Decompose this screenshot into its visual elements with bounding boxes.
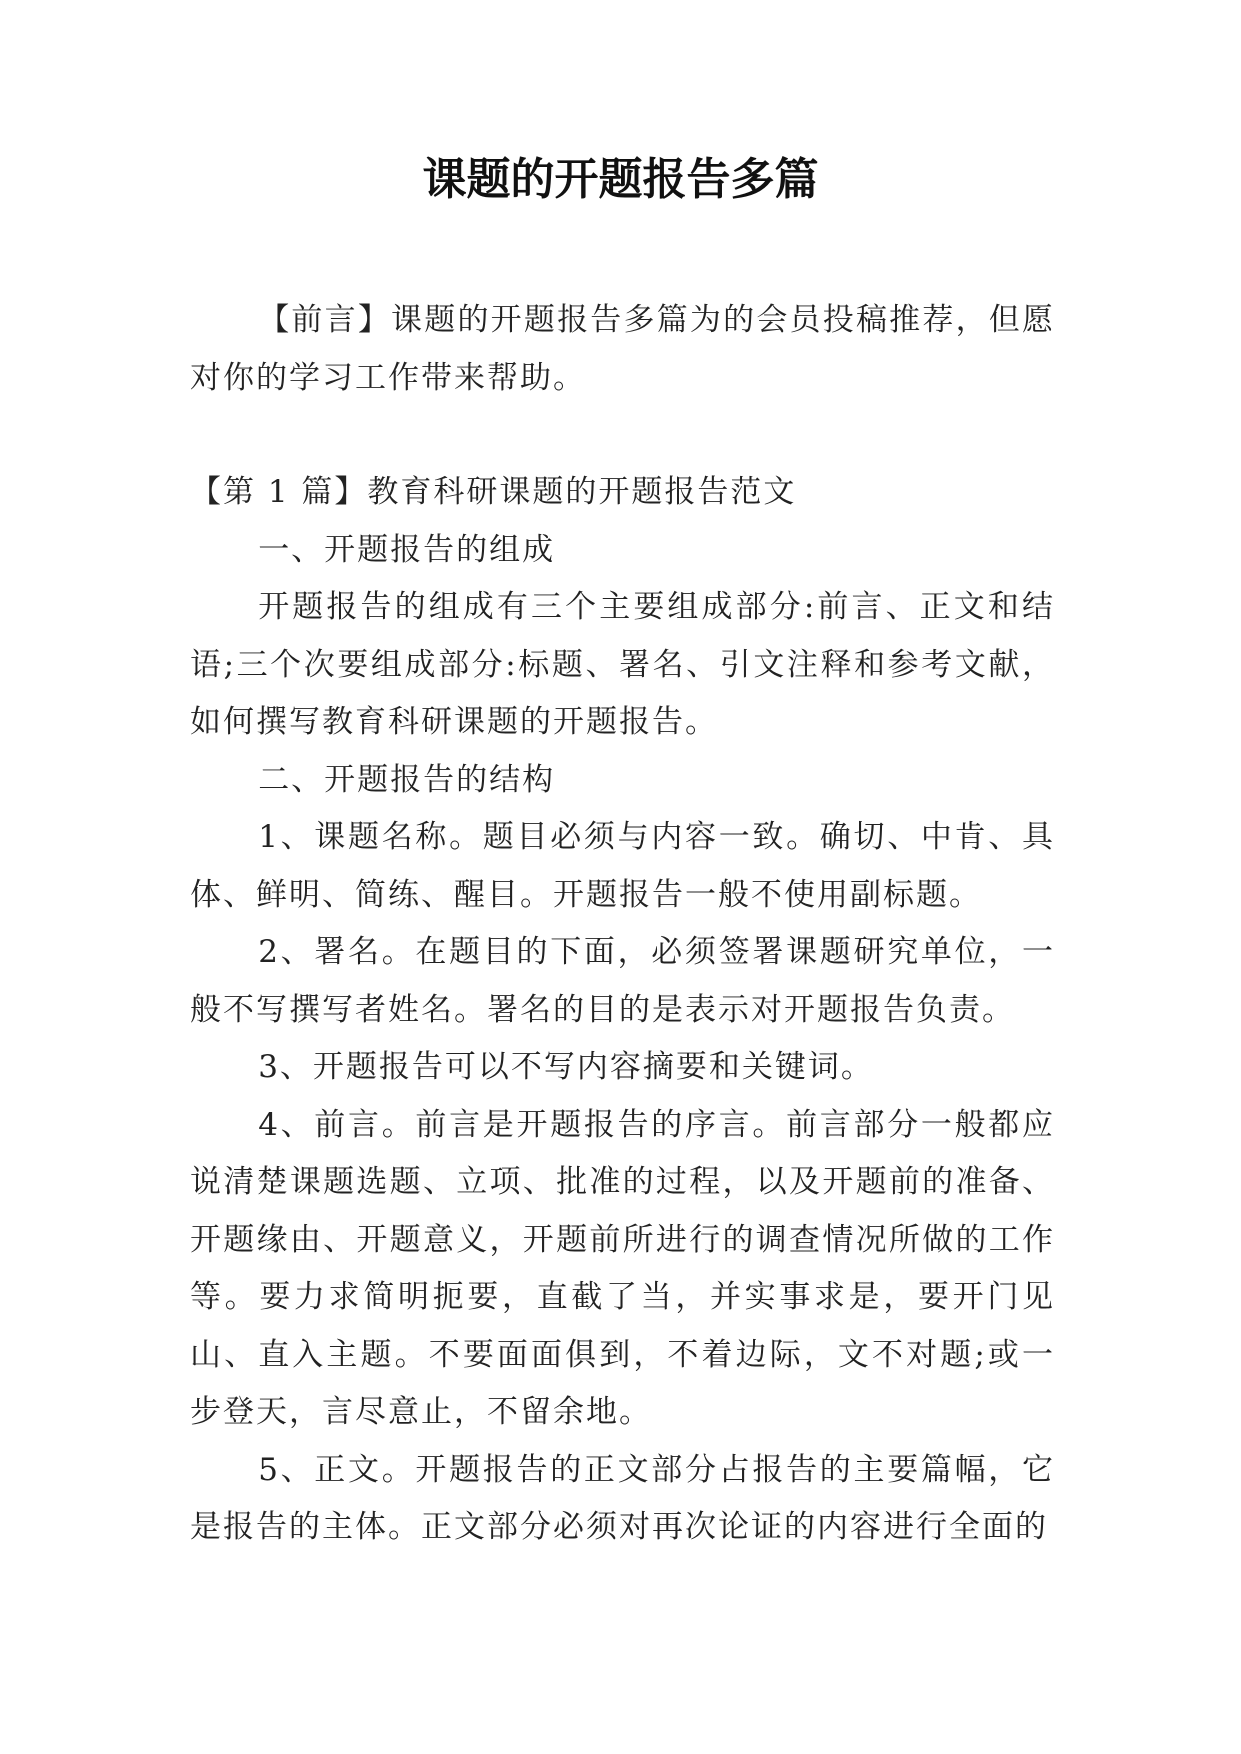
body-paragraph: 4、前言。前言是开题报告的序言。前言部分一般都应说清楚课题选题、立项、批准的过程，以及开题前的准备、开题缘由、开题意义，开题前所进行的调查情况所做的工作等。要力求简明扼要，直截了当，并实事求是，要开门见山、直入主题。不要面面俱到，不着边际，文不对题;或一步登天，言尽意止，不留余地。 bbox=[190, 1106, 1055, 1430]
subheading-structure: 二、开题报告的结构 bbox=[258, 761, 556, 798]
body-paragraph: 3、开题报告可以不写内容摘要和关键词。 bbox=[258, 1049, 874, 1085]
body-paragraph: 开题报告的组成有三个主要组成部分:前言、正文和结语;三个次要组成部分:标题、署名、引文注释和参考文献，如何撰写教育科研课题的开题报告。 bbox=[190, 589, 1055, 740]
subheading-composition: 一、开题报告的组成 bbox=[258, 531, 556, 568]
section-heading: 【第 1 篇】教育科研课题的开题报告范文 bbox=[190, 474, 797, 510]
body-paragraph: 2、署名。在题目的下面，必须签署课题研究单位，一般不写撰写者姓名。署名的目的是表示对开题报告负责。 bbox=[190, 934, 1055, 1028]
body-paragraph: 5、正文。开题报告的正文部分占报告的主要篇幅，它是报告的主体。正文部分必须对再次论证的内容进行全面的 bbox=[190, 1451, 1055, 1545]
document-title: 课题的开题报告多篇 bbox=[422, 154, 819, 205]
intro-paragraph: 【前言】课题的开题报告多篇为的会员投稿推荐，但愿对你的学习工作带来帮助。 bbox=[190, 302, 1055, 396]
body-paragraph: 1、课题名称。题目必须与内容一致。确切、中肯、具体、鲜明、简练、醒目。开题报告一般不使用副标题。 bbox=[190, 819, 1055, 913]
spacer bbox=[190, 407, 1055, 464]
document-body bbox=[190, 292, 1055, 1557]
